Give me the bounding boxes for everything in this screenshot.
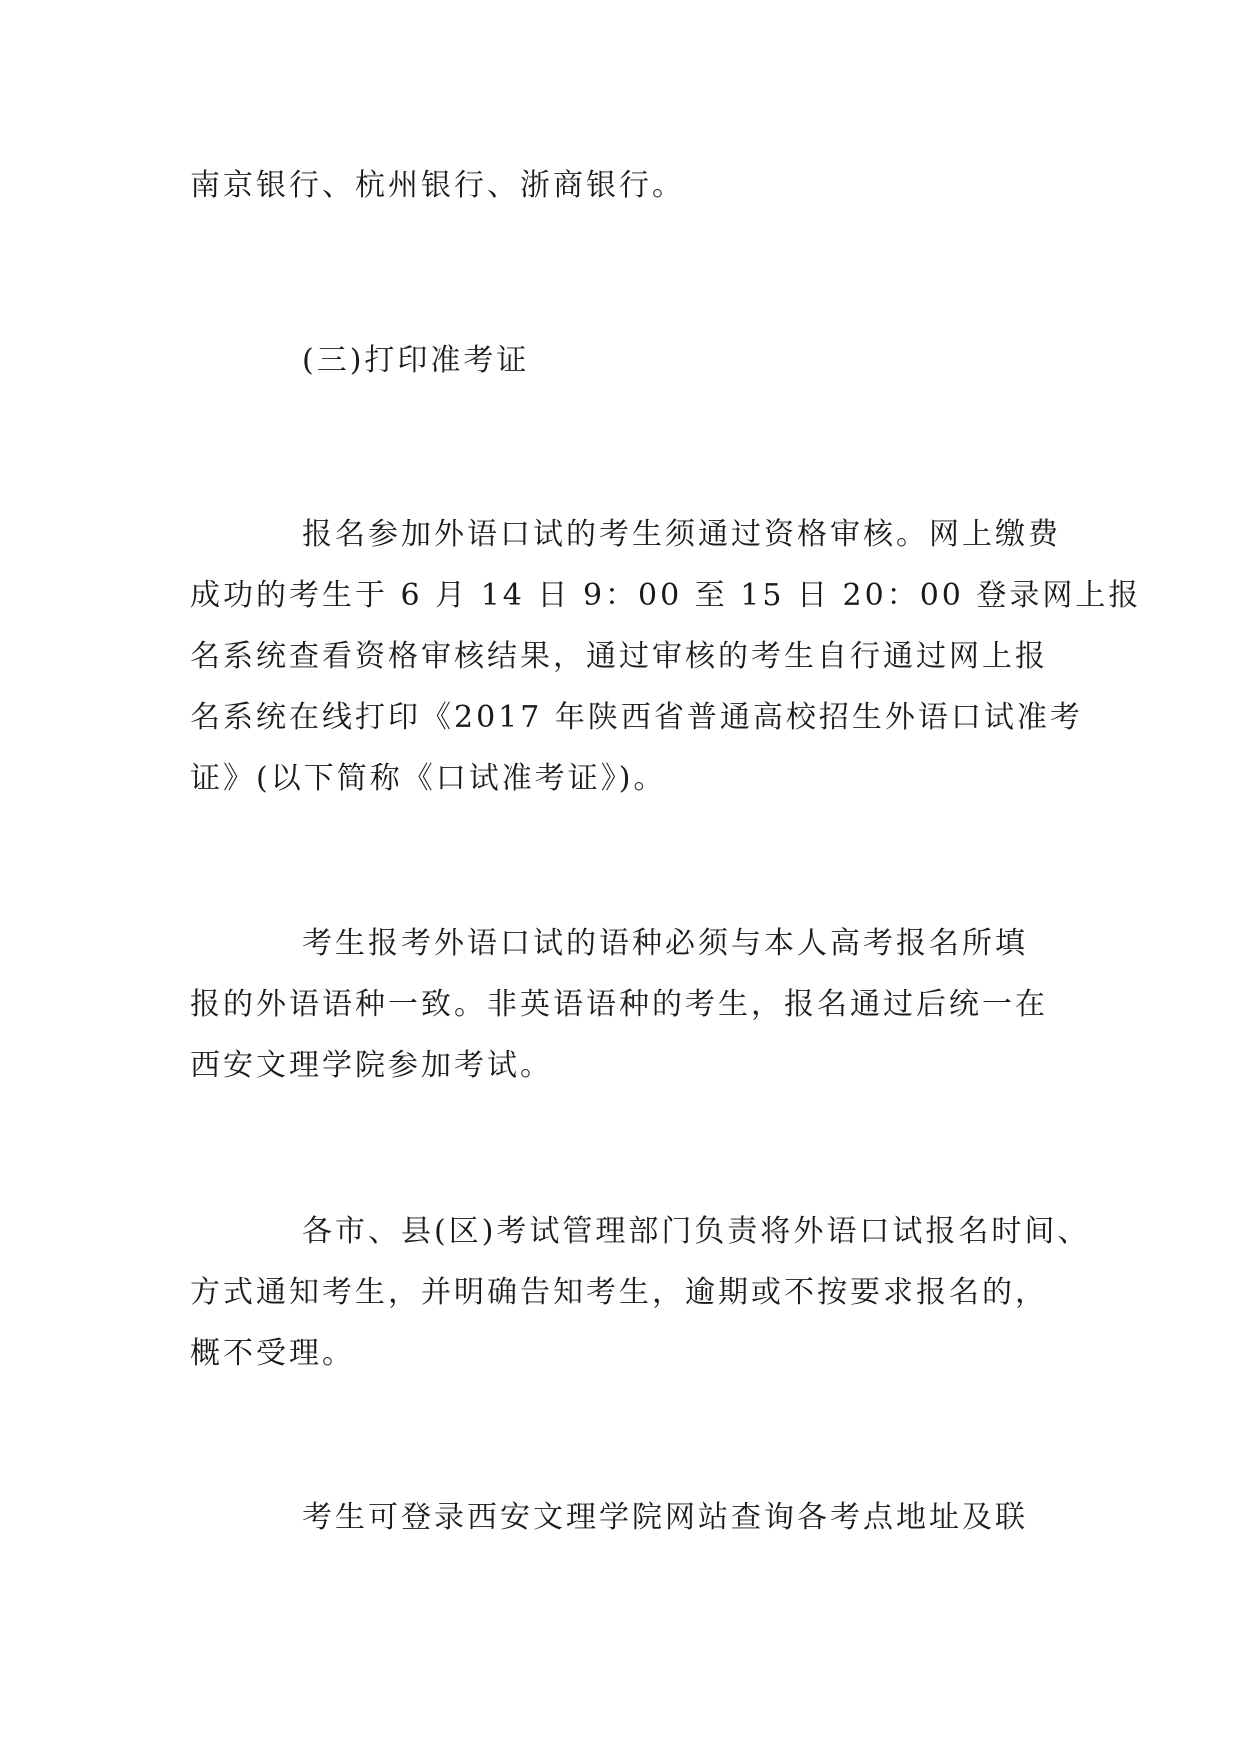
text-line: 报名参加外语口试的考生须通过资格审核。网上缴费 [302, 517, 1061, 552]
section-heading: (三)打印准考证 [302, 343, 530, 378]
paragraph-bank-list [190, 155, 1070, 216]
text-line: 各市、县(区)考试管理部门负责将外语口试报名时间、 [302, 1214, 1091, 1249]
text-line: 名系统在线打印《2017 年陕西省普通高校招生外语口试准考 [190, 700, 1083, 735]
paragraph-qualification-review [190, 504, 1142, 809]
text-line: 证》(以下简称《口试准考证》)。 [190, 761, 667, 796]
paragraph-notification-duty [190, 1201, 1091, 1384]
text-line: 考生报考外语口试的语种必须与本人高考报名所填 [302, 926, 1028, 961]
text-line: 方式通知考生，并明确告知考生，逾期或不按要求报名的， [190, 1275, 1048, 1310]
text-line: 概不受理。 [190, 1336, 355, 1371]
text-line: 西安文理学院参加考试。 [190, 1048, 553, 1083]
text-line: 报的外语语种一致。非英语语种的考生，报名通过后统一在 [190, 987, 1048, 1022]
section-heading-print-admission-ticket [190, 330, 1070, 391]
text-line: 成功的考生于 6 月 14 日 9：00 至 15 日 20：00 登录网上报 [190, 578, 1142, 613]
text-line: 南京银行、杭州银行、浙商银行。 [190, 168, 685, 203]
text-line: 考生可登录西安文理学院网站查询各考点地址及联 [302, 1500, 1028, 1535]
paragraph-exam-site-inquiry [190, 1487, 1070, 1548]
text-line: 名系统查看资格审核结果，通过审核的考生自行通过网上报 [190, 639, 1048, 674]
paragraph-language-requirement [190, 913, 1070, 1096]
